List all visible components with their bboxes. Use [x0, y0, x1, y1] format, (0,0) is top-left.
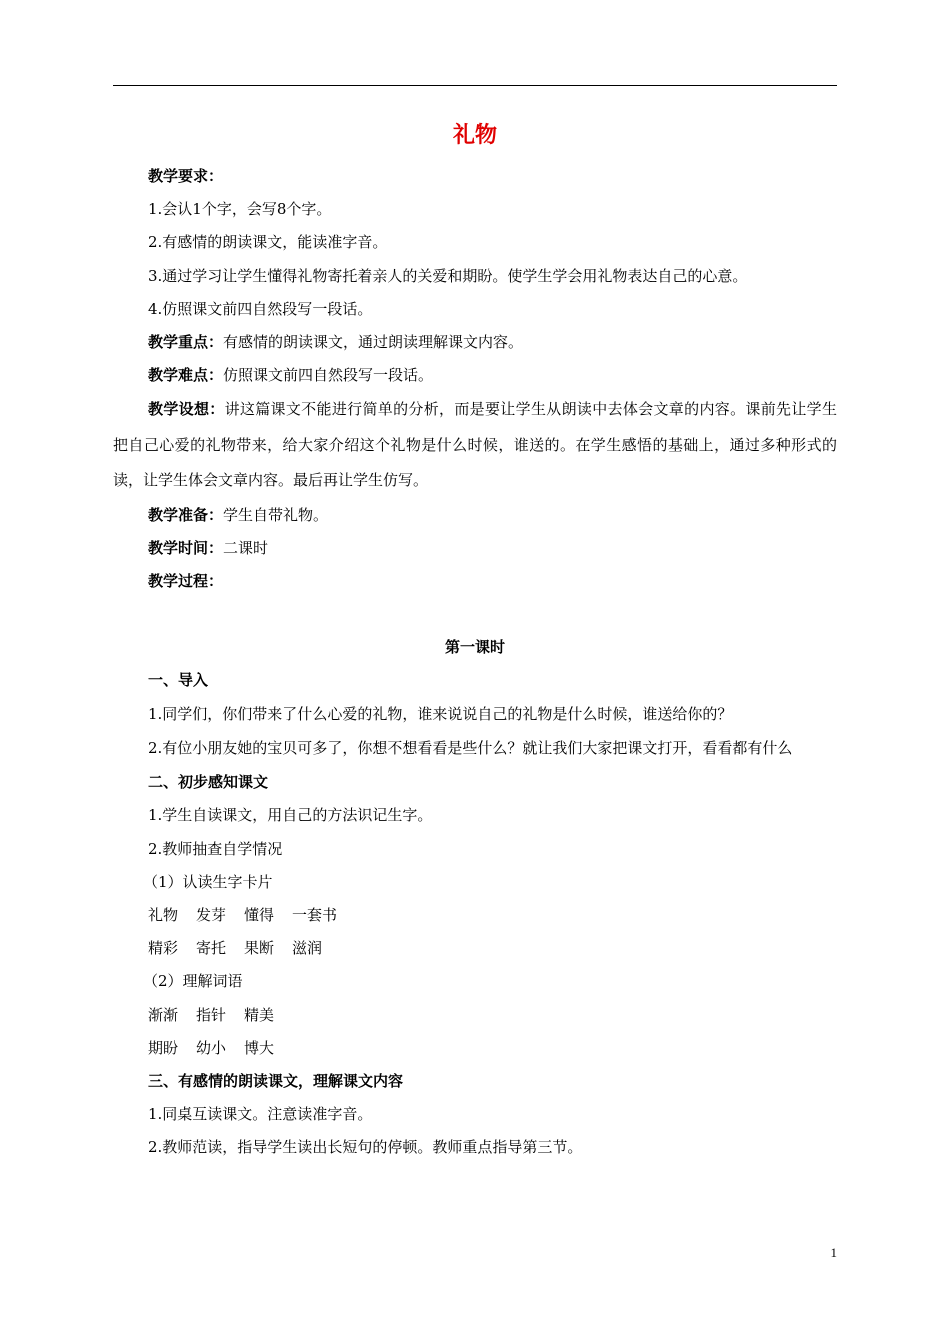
card-words-row — [113, 932, 837, 965]
prep-label: 教学准备： — [148, 505, 224, 524]
spacer — [113, 598, 837, 631]
section-title: 二、初步感知课文 — [148, 773, 269, 792]
difficulty-text: 仿照课文前四自然段写一段话。 — [223, 366, 434, 385]
card-words-row — [113, 899, 837, 932]
focus-label: 教学重点： — [148, 332, 224, 351]
header-rule — [113, 85, 837, 86]
vocab-row — [113, 1032, 837, 1065]
difficulty-label: 教学难点： — [148, 366, 224, 385]
card-word: 懂得 — [244, 906, 275, 924]
idea-label: 教学设想： — [148, 400, 225, 419]
sub-item: （2）理解词语 — [143, 972, 243, 991]
vocab-word: 指针 — [196, 1005, 227, 1024]
page-number: 1 — [830, 1245, 837, 1260]
card-word: 滋润 — [292, 939, 323, 958]
requirement-item: 3.通过学习让学生懂得礼物寄托着亲人的关爱和期盼。使学生学会用礼物表达自己的心意。 — [148, 266, 748, 285]
vocab-word: 博大 — [244, 1038, 275, 1057]
time-label: 教学时间： — [148, 539, 224, 557]
card-word: 礼物 — [148, 906, 179, 924]
list-item: 1.同学们，你们带来了什么心爱的礼物，谁来说说自己的礼物是什么时候，谁送给你的？ — [148, 704, 733, 723]
card-word: 发芽 — [196, 906, 227, 924]
vocab-word: 幼小 — [196, 1038, 227, 1057]
lesson-heading: 第一课时 — [444, 638, 505, 657]
requirement-item: 1.会认1个字，会写8个字。 — [148, 200, 332, 219]
focus-text: 有感情的朗读课文，通过朗读理解课文内容。 — [223, 332, 524, 351]
section-title: 一、导入 — [148, 671, 209, 690]
requirement-item: 4.仿照课文前四自然段写一段话。 — [148, 299, 373, 318]
vocab-row — [113, 999, 837, 1032]
time-text: 二课时 — [223, 539, 269, 557]
prep-text: 学生自带礼物。 — [223, 505, 329, 524]
idea-text: 讲这篇课文不能进行简单的分析，而是要让学生从朗读中去体会文章的内容。课前先让学生把自己心爱的礼物带来，给大家介绍这个礼物是什么时候，谁送的。在学生感悟的基础上，通过多种形式的读，让学生体会文章内容。最后再让学生仿写。 — [113, 400, 837, 490]
list-item: 2.有位小朋友她的宝贝可多了，你想不想看看是些什么？就让我们大家把课文打开，看看都有什么 — [148, 738, 793, 757]
sub-item: （1）认读生字卡片 — [143, 872, 273, 891]
process-label: 教学过程： — [148, 572, 224, 591]
vocab-word: 渐渐 — [148, 1005, 179, 1024]
card-word: 一套书 — [292, 906, 338, 924]
focus-line — [113, 326, 837, 359]
list-item: 2.教师范读，指导学生读出长短句的停顿。教师重点指导第三节。 — [148, 1138, 583, 1157]
section-title: 三、有感情的朗读课文，理解课文内容 — [148, 1071, 404, 1090]
prep-line — [113, 499, 837, 532]
card-word: 果断 — [244, 939, 275, 958]
requirement-item: 2.有感情的朗读课文，能读准字音。 — [148, 233, 388, 252]
document-body — [113, 112, 837, 1165]
list-item: 1.同桌互读课文。注意读准字音。 — [148, 1105, 373, 1124]
card-word: 精彩 — [148, 939, 179, 958]
difficulty-line — [113, 359, 837, 392]
card-word: 寄托 — [196, 939, 227, 958]
idea-paragraph — [113, 392, 837, 499]
vocab-word: 精美 — [244, 1005, 275, 1024]
time-line — [113, 532, 837, 565]
list-item: 1.学生自读课文，用自己的方法识记生字。 — [148, 806, 433, 825]
list-item: 2.教师抽查自学情况 — [148, 839, 283, 858]
vocab-word: 期盼 — [148, 1038, 179, 1057]
requirements-label: 教学要求： — [148, 167, 224, 185]
document-title: 礼物 — [452, 123, 497, 148]
